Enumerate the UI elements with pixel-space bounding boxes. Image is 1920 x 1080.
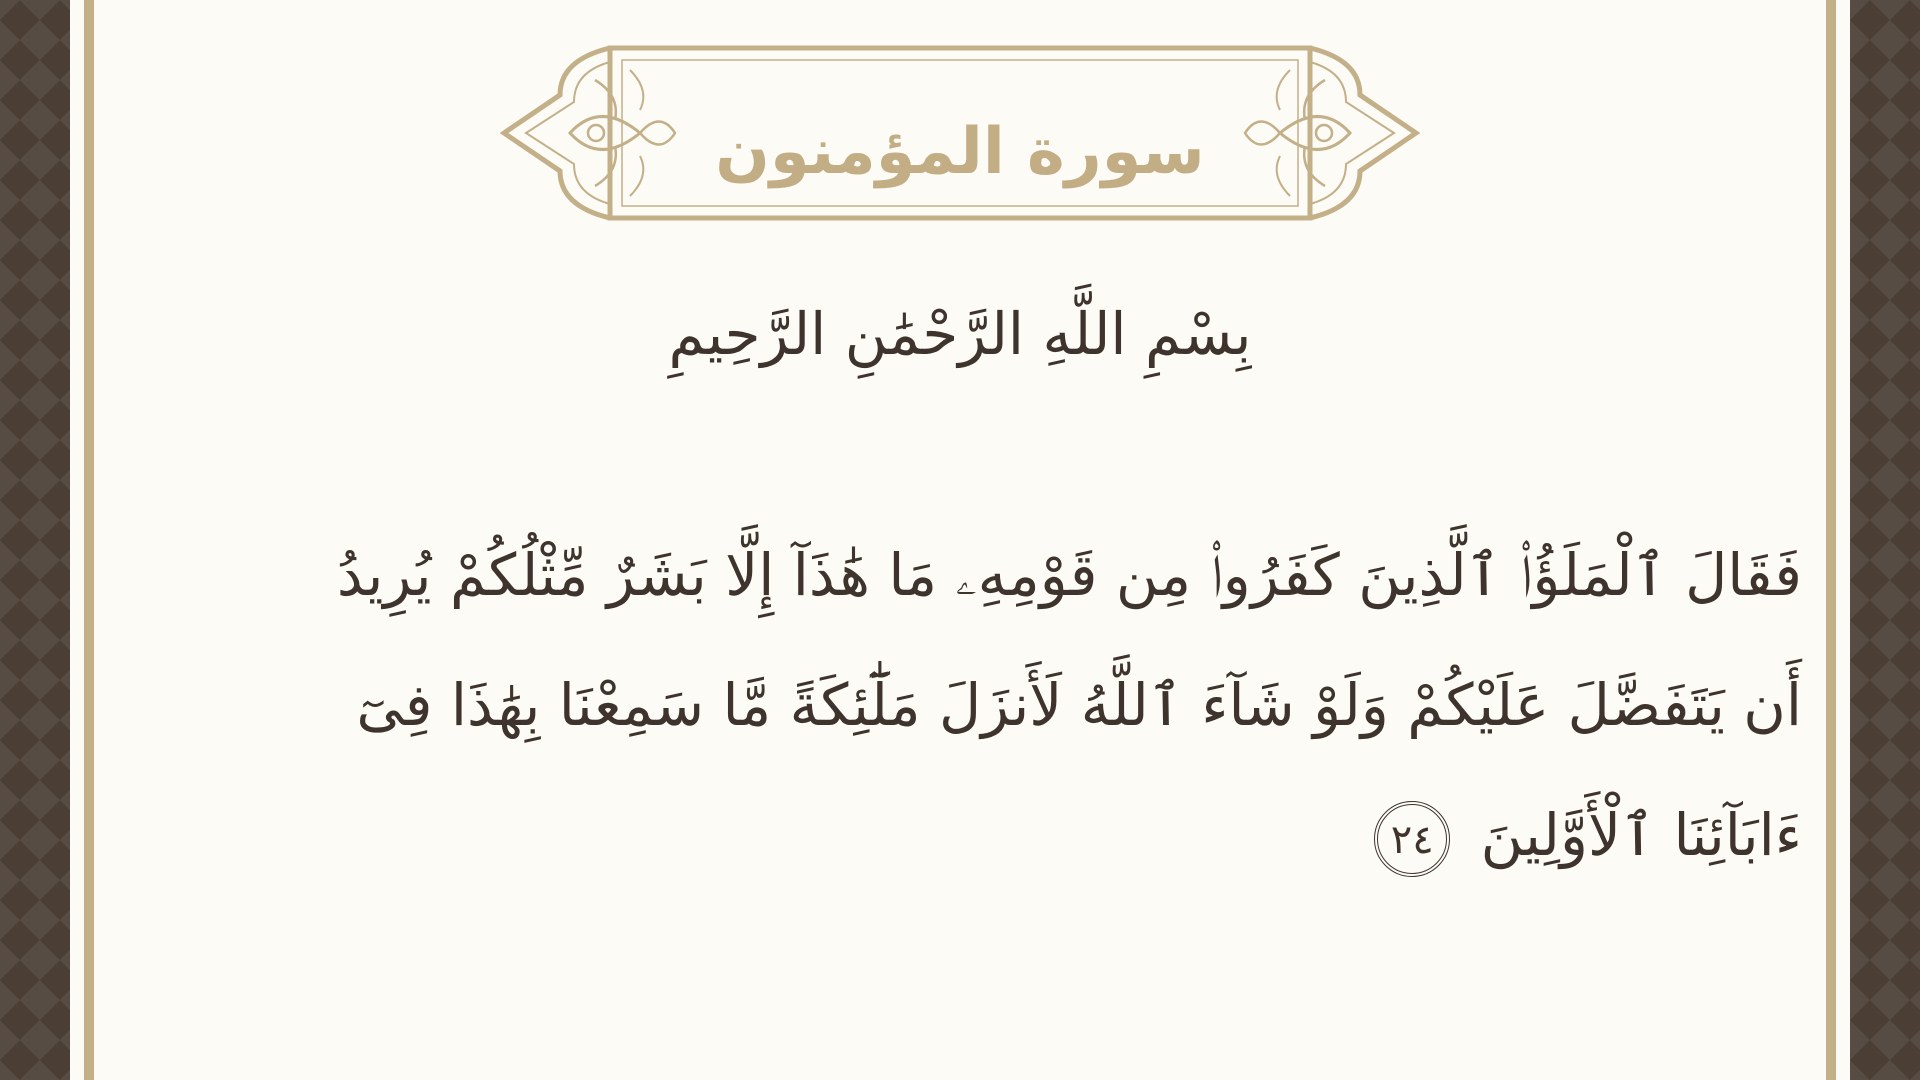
ayah-number-marker: ٢٤ — [1374, 801, 1450, 877]
verse — [280, 510, 1802, 900]
basmala: بِسْمِ اللَّهِ الرَّحْمَٰنِ الرَّحِيمِ — [668, 300, 1252, 368]
left-ornamental-border — [0, 0, 70, 1080]
surah-title-banner — [500, 40, 1420, 226]
left-gold-line — [84, 0, 94, 1080]
right-gold-line — [1826, 0, 1836, 1080]
verse-text: فَقَالَ ٱلْمَلَؤُا۟ ٱلَّذِينَ كَفَرُوا۟ مِن قَوْمِهِۦ مَا هَٰذَآ إِلَّا بَشَرٌ مِّثْلُكُمْ يُرِيدُ أَن يَتَفَضَّلَ عَلَيْكُمْ وَلَوْ شَآءَ ٱللَّهُ لَأَنزَلَ مَلَٰٓئِكَةً مَّا سَمِعْنَا بِهَٰذَا فِىٓ ءَابَآئِنَا ٱلْأَوَّلِينَ — [336, 541, 1802, 869]
surah-title: سورة المؤمنون — [715, 115, 1205, 189]
right-ornamental-border — [1850, 0, 1920, 1080]
